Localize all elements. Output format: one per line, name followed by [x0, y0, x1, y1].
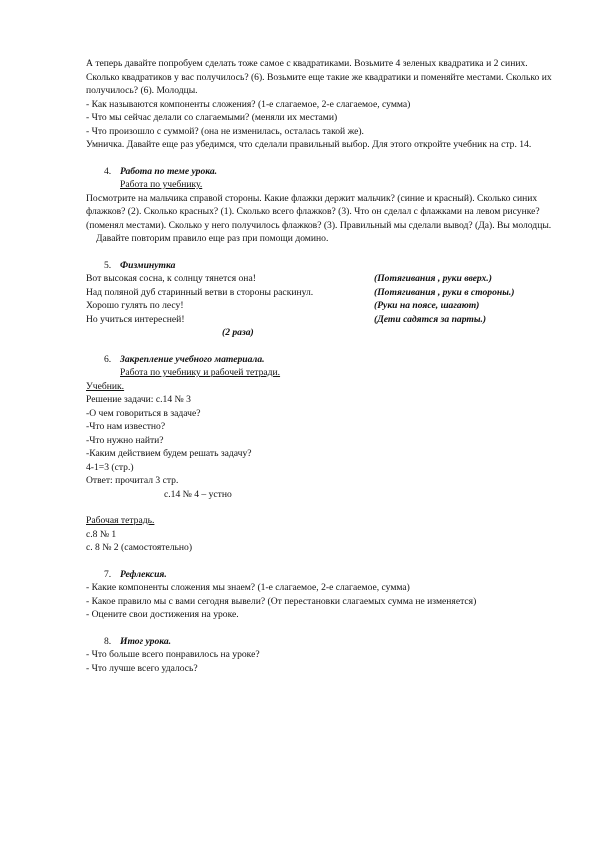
poem-action: (Дети садятся за парты.) [374, 313, 487, 325]
section-4-text-2: Давайте повторим правило еще раз при помощи домино. [96, 233, 329, 244]
section-6-number: 6. [104, 353, 112, 365]
reflection-line: - Какое правило мы с вами сегодня вывели? (От перестановки слагаемых сумма не изменяется) [86, 595, 477, 607]
poem-action: (Руки на поясе, шагают) [374, 300, 480, 311]
section-6-title: Закрепление учебного материала. [120, 353, 265, 365]
summary-line: - Что больше всего понравилось на уроке? [86, 649, 260, 660]
section-4-number: 4. [104, 165, 112, 177]
section-7-number: 7. [104, 568, 112, 580]
task-line: -Что нам известно? [86, 421, 166, 432]
poem-row [86, 299, 556, 313]
poem-repeat-note: (2 раза) [222, 327, 254, 338]
section-8-number: 8. [104, 635, 112, 647]
section-4-text: Посмотрите на мальчика справой стороны. Какие флажки держит мальчик? (синие и красный). Сколько синих флажков? (2). Сколько красных? (1). Сколько всего флажков? (3). Что он сделал с флажками на левом рисунке? (поменял местами). Сколько у него получилось флажков? (3). Правильный мы сделали вывод? (Да). Вы молодцы. [86, 192, 552, 231]
workbook-line: с.8 № 1 [86, 528, 117, 540]
section-7-heading [86, 568, 556, 582]
section-5-title: Физминутка [120, 259, 176, 271]
workbook-line: с. 8 № 2 (самостоятельно) [86, 542, 193, 553]
task-line: -О чем говориться в задаче? [86, 407, 201, 419]
poem-line: Хорошо гулять по лесу! [86, 300, 184, 311]
intro-question-3: - Что произошло с суммой? (она не изменилась, осталась такой же). [86, 125, 364, 137]
section-4-heading [86, 165, 556, 179]
intro-question-1: - Как называются компоненты сложения? (1-е слагаемое, 2-е слагаемое, сумма) [86, 98, 411, 110]
reflection-line: - Оцените свои достижения на уроке. [86, 609, 239, 620]
textbook-label: Учебник. [86, 380, 125, 392]
oral-task: с.14 № 4 – устно [164, 488, 232, 500]
poem-line: Вот высокая сосна, к солнцу тянется она! [86, 273, 256, 284]
intro-conclusion: Умничка. Давайте еще раз убедимся, что сделали правильный выбор. Для этого откройте учебник на стр. 14. [86, 139, 532, 150]
poem-row [86, 286, 556, 300]
poem-line: Над поляной дуб старинный ветви в стороны раскинул. [86, 286, 314, 298]
task-line: 4-1=3 (стр.) [86, 461, 134, 473]
reflection-line: - Какие компоненты сложения мы знаем? (1-е слагаемое, 2-е слагаемое, сумма) [86, 582, 410, 593]
document-body [86, 57, 556, 675]
task-line: Ответ: прочитал 3 стр. [86, 475, 179, 486]
section-4-title: Работа по теме урока. [120, 165, 218, 177]
poem-row [86, 313, 556, 327]
task-line: Решение задачи: с.14 № 3 [86, 394, 191, 405]
poem-action: (Потягивания , руки вверх.) [374, 273, 492, 284]
poem-row [86, 272, 556, 286]
task-line: -Что нужно найти? [86, 434, 164, 446]
section-8-title: Итог урока. [120, 635, 172, 647]
task-line: -Каким действием будем решать задачу? [86, 448, 252, 459]
section-6-heading [86, 353, 556, 367]
intro-paragraph: А теперь давайте попробуем сделать тоже самое с квадратиками. Возьмите 4 зеленых квадратика и 2 синих. Сколько квадратиков у вас получилось? (6). Возьмите еще такие же квадратики и поменяйте местами. Сколько их получилось? (6). Молодцы. [86, 58, 552, 96]
section-5-number: 5. [104, 259, 112, 271]
workbook-label: Рабочая тетрадь. [86, 515, 155, 526]
intro-question-2: - Что мы сейчас делали со слагаемыми? (меняли их местами) [86, 112, 338, 123]
section-5-heading [86, 259, 556, 273]
poem-action: (Потягивания , руки в стороны.) [374, 286, 515, 298]
section-6-subtitle: Работа по учебнику и рабочей тетради. [120, 367, 281, 378]
poem-line: Но учиться интересней! [86, 313, 185, 325]
section-8-heading [86, 635, 556, 649]
section-4-subtitle: Работа по учебнику. [120, 179, 203, 190]
section-7-title: Рефлексия. [120, 568, 167, 580]
summary-line: - Что лучше всего удалось? [86, 662, 198, 674]
